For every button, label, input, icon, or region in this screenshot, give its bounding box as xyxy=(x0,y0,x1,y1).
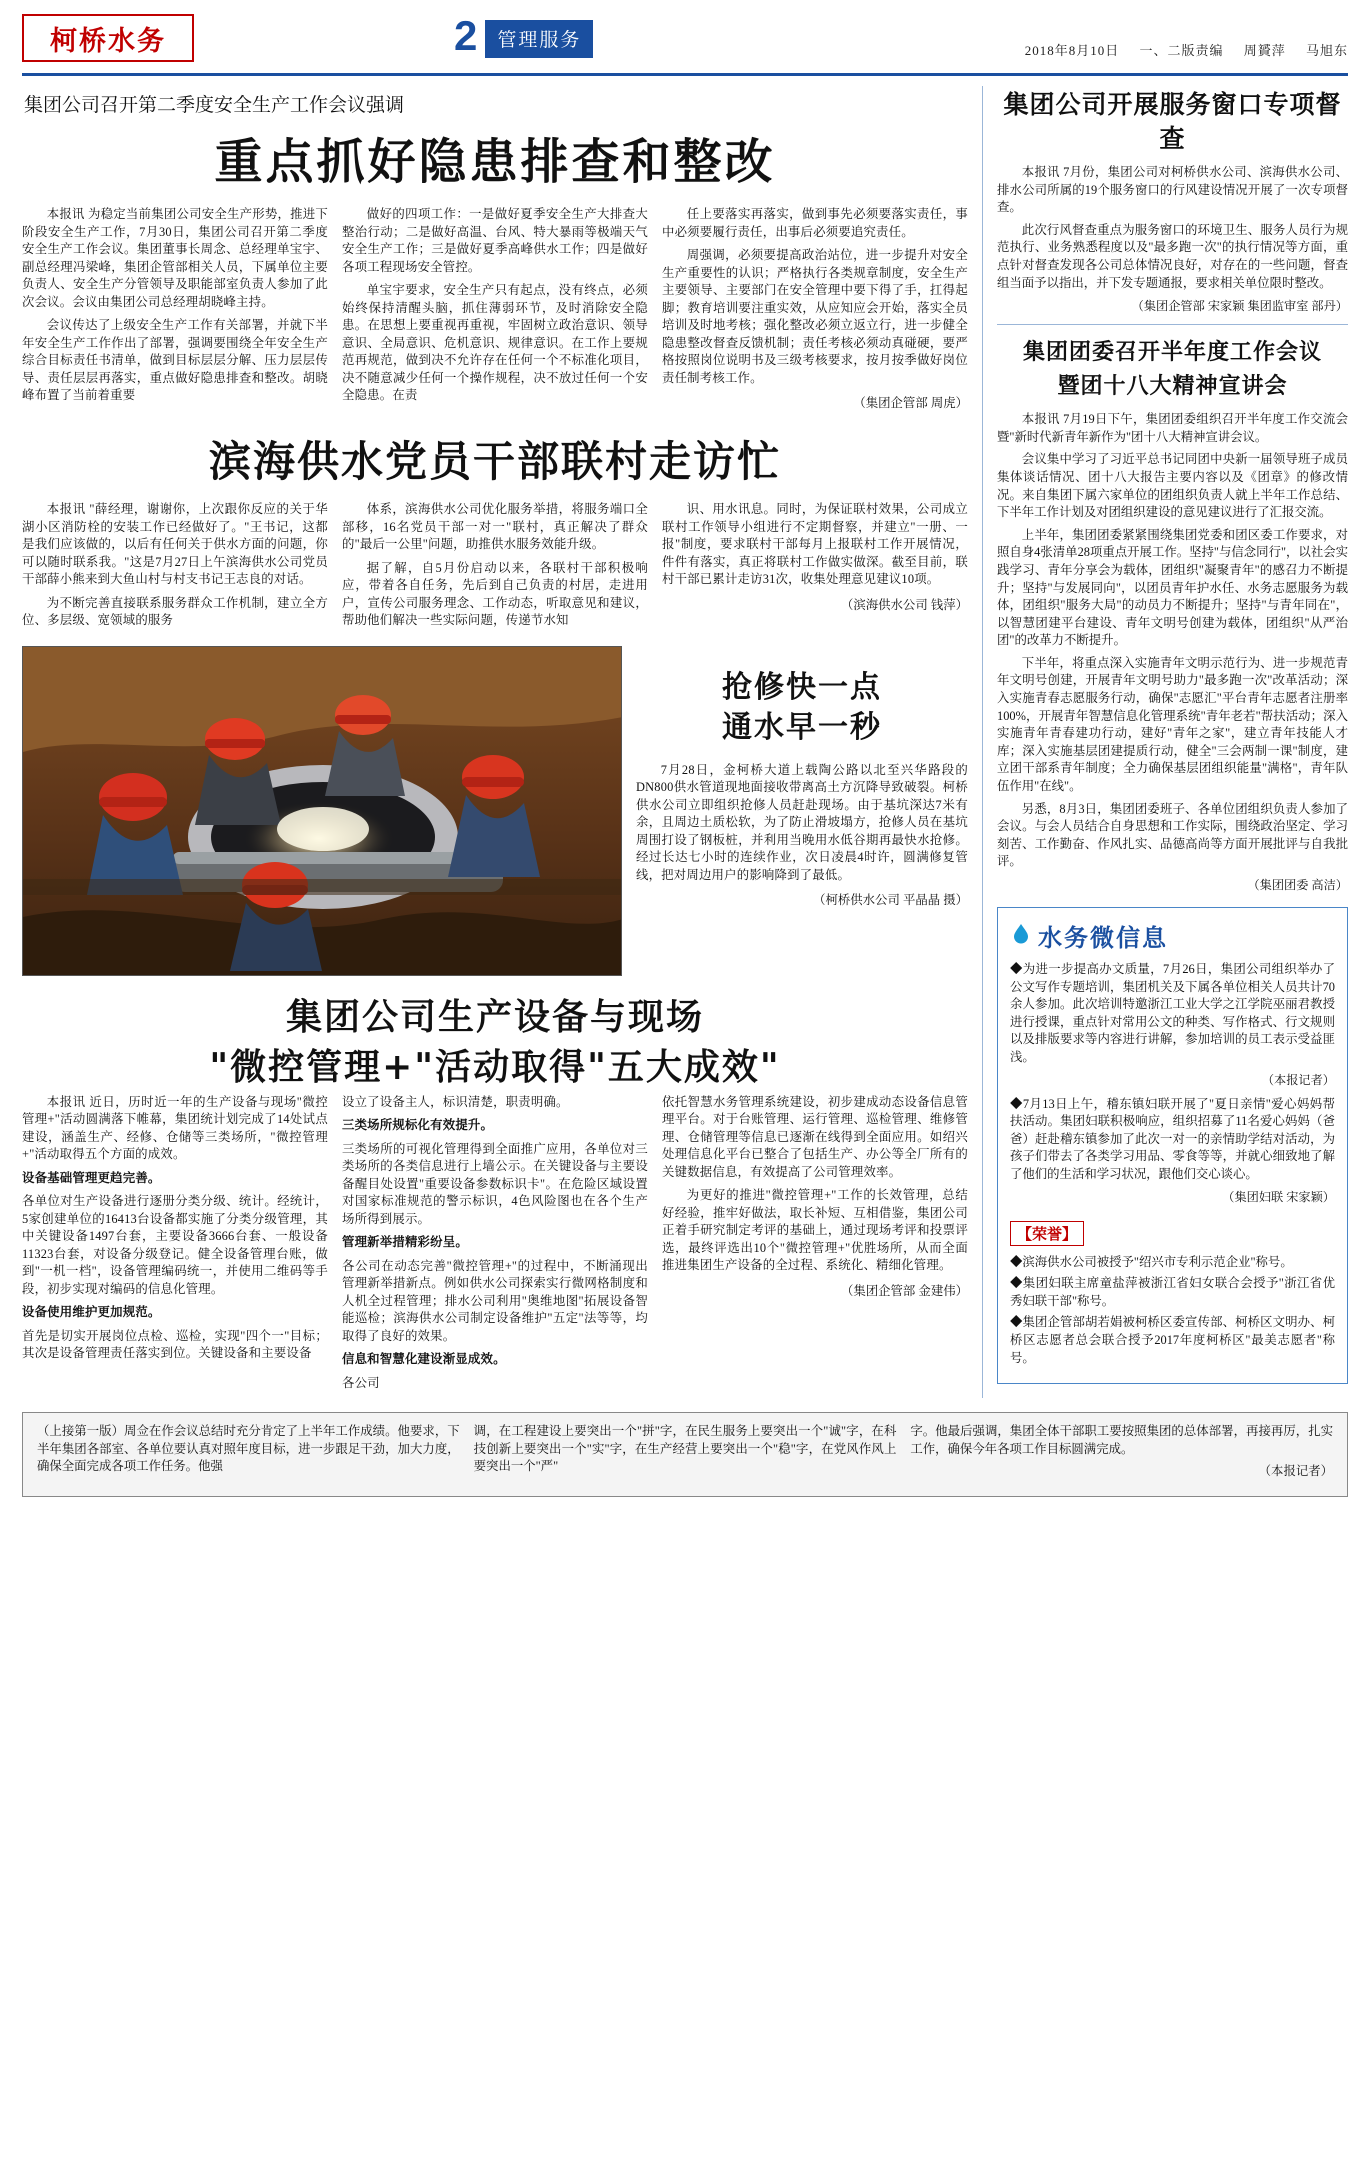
lead-story-body xyxy=(22,206,968,411)
subhead: 信息和智慧化建设渐显成效。 xyxy=(342,1352,506,1366)
wechat-info-box xyxy=(997,907,1348,1384)
page-columns xyxy=(22,86,1348,1398)
editors-label: 一、二版责编 xyxy=(1139,43,1224,58)
story2-col-1 xyxy=(22,501,328,636)
paragraph: 依托智慧水务管理系统建设，初步建成动态设备信息管理平台。对于台账管理、运行管理、巡检管理、维修管理、仓储管理等信息已逐渐在线得到全面应用。如绍兴处理信息化平台已整合了包括生产、办公等全厂所有的关键数据信息，有效提高了公司管理效率。 xyxy=(662,1094,968,1179)
bottom-headline-line1: 集团公司生产设备与现场 xyxy=(285,995,704,1038)
photo-story xyxy=(22,646,968,976)
paragraph: 首先是切实开展岗位点检、巡检，实现"四个一"目标；其次是设备管理责任落实到位。关键设备和主要设备 xyxy=(22,1328,328,1360)
byline: （滨海供水公司 钱萍） xyxy=(840,597,968,612)
photo-caption: （柯桥供水公司 平晶晶 摄） xyxy=(813,893,968,907)
publication-logo-text: 柯桥水务 xyxy=(50,25,166,57)
sidebar-story-2-title-line1: 集团团委召开半年度工作会议 xyxy=(1022,339,1322,366)
paragraph xyxy=(37,1423,460,1476)
story2-col-3 xyxy=(662,501,968,636)
byline: （集团企管部 金建伟） xyxy=(840,1283,968,1298)
sidebar-story-2-title-line2: 暨团十八大精神宣讲会 xyxy=(1057,373,1288,400)
lead-headline: 重点抓好隐患排查和整改 xyxy=(214,134,776,190)
subhead: 设备基础管理更趋完善。 xyxy=(22,1170,161,1185)
bottom-headline-line2: "微控管理+"活动取得"五大成效" xyxy=(209,1045,781,1088)
paragraph: 各公司在动态完善"微控管理+"的过程中，不断涌现出管理新举措新点。例如供水公司探索实行微网格制度和人机全过程管理；排水公司利用"奥维地图"拓展设备智能巡检；滨海供水公司制定设备维护"五定"法等等，均取得了良好的效果。 xyxy=(342,1258,648,1343)
paragraph: 本报讯 为稳定当前集团公司安全生产形势，推进下阶段安全生产工作，7月30日，集团公司召开第二季度安全生产工作会议。集团董事长周念、总经理单宝宇、副总经理冯梁峰，集团企管部相关人员，下属单位主要负责人、安全生产分管领导及职能部室负责人参加了此次会议。会议由集团公司总经理胡晓峰主持。 xyxy=(22,207,328,309)
paragraph: 7月28日，金柯桥大道上载陶公路以北至兴华路段的DN800供水管道现地面接收带离高土方沉降导致破裂。柯桥供水公司立即组织抢修人员赶赴现场。由于基坑深达7米有余，且周边土质松软，为了防止滑坡塌方，抢修人员在基坑周围打设了钢板桩，并利用当晚用水低谷期再最快水抢修。经过长达七小时的连续作业，次日凌晨4时许，圆满修复管线，把对周边用户的影响降到了最低。 xyxy=(636,762,968,882)
paragraph: 本报讯 近日，历时近一年的生产设备与现场"微控管理+"活动圆满落下帷幕，集团统计划完成了14处试点建设，涵盖生产、经修、仓储等三类场所，"微控管理+"活动取得五个方面的成效。 xyxy=(22,1094,328,1161)
wechat-item: ◆7月13日上午，稽东镇妇联开展了"夏日亲情"爱心妈妈帮扶活动。集团妇联积极响应，组织招募了11名爱心妈妈（爸爸）赶赴稽东镇参加了此次一对一的亲情助学结对活动，为孩子们带去了各类学习用品、零食等等，并就心细致地了解了他们的生活和学习状况，跟他们交心谈心。 xyxy=(1010,1096,1335,1181)
bottom-col-3 xyxy=(662,1094,968,1399)
story2-col-2 xyxy=(342,501,648,636)
paragraph: 会议集中学习了习近平总书记同团中央新一届领导班子成员集体谈话情况、团十八大报告主要内容以及《团章》的修改情况。来自集团下属六家单位的团组织负责人就上半年工作总结、下半年工作计划及对团组织建设的意见建议进行了汇报交流。 xyxy=(997,452,1348,520)
main-content xyxy=(22,86,982,1398)
sidebar-story-1-body xyxy=(997,164,1348,292)
right-sidebar xyxy=(982,86,1348,1398)
subhead: 三类场所规标化有效提升。 xyxy=(342,1118,494,1132)
continued-from-page-1-box xyxy=(22,1412,1348,1497)
divider xyxy=(997,324,1348,325)
paragraph: 据了解，自5月份启动以来，各联村干部积极响应，带着各自任务，先后到自己负责的村居，走进用户，宣传公司服务理念、工作动态，听取意见和建议，帮助他们解决一些实际问题，传递节水知 xyxy=(342,560,648,627)
byline: （本报记者） xyxy=(1258,1464,1334,1479)
subhead: 设备使用维护更加规范。 xyxy=(22,1305,161,1319)
bottom-headline xyxy=(22,992,968,1092)
paragraph: 周强调，必须要提高政治站位，进一步提升对安全生产重要性的认识；严格执行各类规章制度，安全生产主要领导、主要部门在安全管理中要下得了手，扛得起脚；教育培训要注重实效，从应知应会开始，落实全员培训及时地考核；强化整改必须立返立行，进一步健全隐患整改督查反馈机制；责任考核必须动真碰硬，要严格按照岗位说明书及三级考核要求，按月按季做好岗位责任制考核工作。 xyxy=(662,248,968,385)
byline: （集团妇联 宋家颖） xyxy=(1222,1189,1335,1204)
masthead xyxy=(22,14,1348,76)
jump-col-3 xyxy=(910,1423,1333,1486)
honor-item: ◆集团妇联主席童盐萍被浙江省妇女联合会授予"浙江省优秀妇联干部"称号。 xyxy=(1010,1276,1335,1308)
paragraph: 做好的四项工作：一是做好夏季安全生产大排查大整治行动；二是做好高温、台风、特大暴雨等极端天气安全生产工作；三是做好夏季高峰供水工作；四是做好各项工程现场安全管控。 xyxy=(342,207,648,274)
honor-item: ◆集团企管部胡若娟被柯桥区委宣传部、柯桥区文明办、柯桥区志愿者总会联合授予2017年度柯桥区"最美志愿者"称号。 xyxy=(1010,1315,1335,1365)
byline: （本报记者） xyxy=(1261,1072,1335,1087)
sidebar-story-2-body xyxy=(997,411,1348,871)
paragraph: 任上要落实再落实，做到事先必须要落实责任，事中必须要履行责任，出事后必须要追究责任。 xyxy=(662,207,968,239)
section-tag: 管理服务 xyxy=(485,20,593,58)
paragraph: 上半年，集团团委紧紧围绕集团党委和团区委工作要求，对照自身4张清单28项重点开展工作。坚持"与信念同行"，以社会实践学习、青年分享会为载体，团组织"凝聚青年"的感召力不断提升；坚持"与发展同向"，以团员青年护水任、水务志愿服务为载体，团组织"服务大局"的动员力不断提升；坚持"与青年同在"，以智慧团建平台建设、青年文明号创建为载体，团组织"从严治团"的改革力不断提升。 xyxy=(997,527,1348,648)
paragraph: 字。他最后强调，集团全体干部职工要按照集团的总体部署，再接再厉，扎实工作，确保今年各项工作目标圆满完成。 xyxy=(910,1424,1334,1456)
paragraph: 各单位对生产设备进行逐册分类分级、统计。经统计，5家创建单位的16413台设备都实施了分类分级管理，其中关键设备1497台套，主要设备3666台套、一般设备11323台套，对设备分级登记。健全设备管理台账，做到"一机一档"，设备管理编码统一，并使用二维码等手段，初步实现对编码的信息化管理。 xyxy=(22,1194,328,1296)
honor-item: ◆滨海供水公司被授予"绍兴市专利示范企业"称号。 xyxy=(1010,1254,1293,1269)
news-photo xyxy=(22,646,622,976)
issue-date: 2018年8月10日 xyxy=(1024,43,1120,58)
jump-text-1: 周佥在作会议总结时充分肯定了上半年工作成绩。他要求，下半年集团各部室、各单位要认真对照年度目标，进一步跟足干劲，加大力度，确保全面完成各项工作任务。他强 xyxy=(37,1424,460,1474)
jump-col-2 xyxy=(474,1423,897,1486)
bottom-story-body xyxy=(22,1094,968,1399)
wechat-item: ◆为进一步提高办文质量，7月26日，集团公司组织举办了公文写作专题培训，集团机关及下属各单位相关人员共计70余人参加。此次培训特邀浙江工业大学之江学院巫丽君教授进行授课，重点针对常用公文的种类、写作格式、行文规则以及排版要求等内容进行讲解，参加培训的员工表示受益匪浅。 xyxy=(1010,962,1335,1064)
paragraph: 本报讯 "薛经理，谢谢你，上次跟你反应的关于华湖小区消防栓的安装工作已经做好了。"王书记，这都是我们应该做的，以后有任何关于供水方面的问题，你可以随时联系我。"这是7月27日上午滨海供水公司党员干部薛小熊来到大鱼山村与村支书记王志良的对话。 xyxy=(22,502,328,586)
paragraph: 三类场所的可视化管理得到全面推广应用，各单位对三类场所的各类信息进行上墙公示。在关键设备与主要设备醒目处设置"重要设备参数标识卡"。在危险区域设置对国家标准规范的警示标识，4色风险图也在各个生产场所得到展示。 xyxy=(342,1141,648,1226)
byline: （集团团委 高洁） xyxy=(1247,878,1348,892)
lead-col-3 xyxy=(662,206,968,411)
paragraph: 本报讯 7月19日下午，集团团委组织召开半年度工作交流会暨"新时代新青年新作为"团十八大精神宣讲会议。 xyxy=(997,412,1348,444)
paragraph: 为不断完善直接联系服务群众工作机制，建立全方位、多层级、宽领域的服务 xyxy=(22,595,328,627)
honor-tag: 【荣誉】 xyxy=(1010,1221,1084,1246)
photo-headline-line2: 通水早一秒 xyxy=(722,709,882,745)
lead-col-1 xyxy=(22,206,328,411)
wechat-box-title-text: 水务微信息 xyxy=(1038,923,1168,952)
droplet-icon xyxy=(1010,921,1032,950)
publication-logo xyxy=(22,14,194,62)
lead-kicker: 集团公司召开第二季度安全生产工作会议强调 xyxy=(24,95,405,116)
bottom-col-1 xyxy=(22,1094,328,1399)
photo-illustration xyxy=(23,647,622,976)
story2-body xyxy=(22,501,968,636)
paragraph: 各公司 xyxy=(342,1375,380,1390)
lead-col-2 xyxy=(342,206,648,411)
photo-headline-line1: 抢修快一点 xyxy=(722,669,882,705)
jump-col-1 xyxy=(37,1423,460,1486)
jump-label: （上接第一版） xyxy=(37,1424,125,1438)
paragraph: 另悉，8月3日，集团团委班子、各单位团组织负责人参加了会议。与会人员结合自身思想和工作实际，围绕政治坚定、学习刻苦、工作勤奋、作风扎实、品德高尚等方面开展批评与自我批评。 xyxy=(997,801,1348,869)
paragraph: 调，在工程建设上要突出一个"拼"字，在民生服务上要突出一个"诚"字，在科技创新上要突出一个"实"字，在生产经营上要突出一个"稳"字，在党风作风上要突出一个"严" xyxy=(473,1424,897,1474)
paragraph: 下半年，将重点深入实施青年文明示范行为、进一步规范青年文明号创建，开展青年文明号助力"最多跑一次"改革活动；深入实施青春志愿服务行动，确保"志愿汇"平台青年志愿者注册率100%，开展青年智慧信息化管理系统"青年老若"帮扶活动；深入实施青年青春建功行动，建好"青年之家"，建立青年技能人才库；深入实施基层团建提质行动，健全"三会两制一课"制度，建立团干部系青年制度；全力确保基层团组织能量"满格"，青年队伍作用"在线"。 xyxy=(997,655,1348,794)
sidebar-story-1-title: 集团公司开展服务窗口专项督查 xyxy=(1003,90,1342,153)
paragraph: 会议传达了上级安全生产工作有关部署，并就下半年安全生产工作作出了部署，强调要围绕全年安全生产综合目标责任书清单，做到目标层层分解、压力层层传导、责任层层再落实，重点做好隐患排查和整改。胡晓峰布置了当前着重要 xyxy=(22,318,328,402)
page-number: 2 xyxy=(454,12,478,59)
subhead: 管理新举措精彩纷呈。 xyxy=(342,1235,468,1249)
photo-headline xyxy=(636,668,968,748)
byline: （集团企管部 周虎） xyxy=(853,396,968,410)
masthead-meta xyxy=(1009,40,1348,59)
paragraph: 本报讯 7月份，集团公司对柯桥供水公司、滨海供水公司、排水公司所属的19个服务窗口的行风建设情况开展了一次专项督查。 xyxy=(997,165,1348,215)
byline: （集团企管部 宋家颖 集团监审室 部丹） xyxy=(1131,299,1348,314)
wechat-box-title xyxy=(1010,918,1335,953)
editor-name-1: 周贇萍 xyxy=(1243,43,1286,58)
story2-headline: 滨海供水党员干部联村走访忙 xyxy=(208,437,781,486)
photo-story-text xyxy=(636,646,968,976)
paragraph: 识、用水讯息。同时，为保证联村效果，公司成立联村工作领导小组进行不定期督察，并建立"一册、一报"制度，要求联村干部每月上报联村工作开展情况，件件有落实，真正将联村工作做实做深。截至目前，联村干部已累计走访31次，收集处理意见建议10项。 xyxy=(662,502,968,586)
paragraph: 单宝宇要求，安全生产只有起点，没有终点，必须始终保持清醒头脑，抓住薄弱环节，及时消除安全隐患。在思想上要重视再重视，牢固树立政治意识、领导意识、全局意识、危机意识、规律意识。在工作上要规范再规范，做到决不允许存在任何一个不标准化项目，决不随意减少任何一个操作规程，决不放过任何一个安全隐患。在责 xyxy=(342,283,648,402)
jump-columns xyxy=(37,1423,1333,1486)
bottom-col-2 xyxy=(342,1094,648,1399)
paragraph: 为更好的推进"微控管理+"工作的长效管理，总结好经验，推牢好做法，取长补短、互相借鉴，集团公司正着手研究制定考评的基础上，通过现场考评和投票评选，最终评选出10个"微控管理+"优胜场所，从而全面推进集团生产设备的全过程、系统化、精细化管理。 xyxy=(662,1188,968,1272)
sidebar-story-2-title xyxy=(997,335,1348,403)
editor-name-2: 马旭东 xyxy=(1305,43,1348,58)
paragraph: 体系，滨海供水公司优化服务举措，将服务端口全部移，16名党员干部一对一"联村，真正解决了群众的"最后一公里"问题，助推供水服务效能升级。 xyxy=(342,502,648,551)
paragraph: 此次行风督查重点为服务窗口的环境卫生、服务人员行为规范执行、业务熟悉程度以及"最多跑一次"的执行情况等方面，重点针对督查发现各公司总体情况良好，对存在的一些问题，督查组当面予以指出，并下发专题通报，要求相关单位限时整改。 xyxy=(997,222,1348,290)
paragraph: 设立了设备主人，标识清楚，职责明确。 xyxy=(342,1094,569,1109)
